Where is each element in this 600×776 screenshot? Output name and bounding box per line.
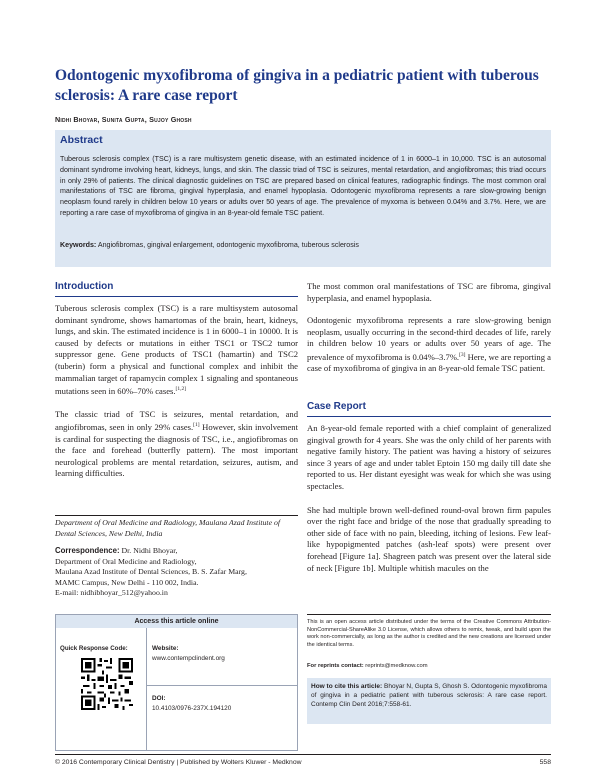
right-p2-text-a: Odontogenic myxofibroma represents a rare slow-growing benign neoplasm, usually occurring in the second-third decades of life, rarely in children below 10 years or adults over 50 years of age. The prevalence of myxofibroma is 0.04%–3.7%. — [307, 315, 551, 362]
introduction-rule — [55, 296, 298, 297]
citation-text: Bhoyar N, Gupta S, Ghosh S. Odontogenic myxofibroma of gingiva in a pediatric patient with tuberous sclerosis: A rare case report. Contemp Clin Dent 2016;7:558-61. — [311, 683, 547, 709]
introduction-paragraph — [55, 409, 298, 480]
intro-p2-ref: [1] — [193, 422, 200, 429]
intro-p2-text-a: The classic triad of TSC is seizures, mental retardation, and angiofibromas, seen in only 29% cases. — [55, 408, 298, 433]
qr-code-icon[interactable] — [81, 658, 133, 710]
access-box — [55, 614, 298, 751]
doi-value[interactable]: 10.4103/0976-237X.194120 — [152, 705, 232, 712]
case-paragraph: She had multiple brown well-defined round-oval brown firm papules over the right face and bridge of the nose that gradually spreading to other side of face with no pain, bleeding, itching of lesions. Few leaf-like hypopigmented patches (ash-leaf spots) were present over forehead [Figure 1a]. Shagreen patch was present over the lateral side of neck [Figure 1b]. Multiple whitish macules on the — [307, 504, 551, 573]
right-column-top — [307, 281, 551, 375]
website-link[interactable]: www.contempclindent.org — [152, 655, 225, 662]
right-paragraph — [307, 315, 551, 375]
correspondence-line: MAMC Campus, New Delhi - 110 002, India. — [55, 577, 199, 587]
correspondence-name: Dr. Nidhi Bhoyar, — [119, 546, 178, 555]
keywords-label: Keywords: — [60, 241, 97, 249]
correspondence-email[interactable]: E-mail: nidhibhoyar_512@yahoo.in — [55, 588, 168, 598]
citation — [311, 682, 547, 710]
introduction-heading: Introduction — [55, 281, 114, 292]
keywords-text: Angiofibromas, gingival enlargement, odontogenic myxofibroma, tuberous sclerosis — [97, 241, 359, 249]
license-text: This is an open access article distributed under the terms of the Creative Commons Attribution-NonCommercial-ShareAlike 3.0 License, which allows others to remix, tweak, and build upon the work non-commercially, as long as the author is credited and the new creations are licensed under the identical terms. — [307, 619, 551, 648]
abstract-heading: Abstract — [60, 134, 103, 146]
correspondence-line: Department of Oral Medicine and Radiology, — [55, 556, 197, 566]
abstract-text: Tuberous sclerosis complex (TSC) is a rare multisystem genetic disease, with an estimated incidence of 1 in 6000–1 in 10,000. TSC is an autosomal dominant syndrome involving heart, kidneys, lungs, and skin. The classic triad of TSC is seizures, mental retardation, and angiofibromas; this triad occurs in only 29% of patients. The clinical diagnostic guidelines on TSC are prepared based on clinical features, radiographic findings. The most common oral manifestations of TSC are fibroma, gingival hyperplasia, and enamel hypoplasia. Odontogenic myxofibroma represents a rare slow-growing benign neoplasm found rarely in children below 10 years or adults over 50 years of age. The prevalence of myxoma is between 0.04% and 3.7%. Here, we are reporting a rare case of myxofibroma of gingiva in an 8-year-old female TSC patient. — [60, 155, 546, 217]
correspondence — [55, 546, 298, 599]
intro-p1-text: Tuberous sclerosis complex (TSC) is a rare multisystem autosomal dominant syndrome, shows hamartomas of the brain, heart, kidneys, lungs, and skin. The estimated incidence is 1 in 6000–1 in 10000. It is caused by defects or mutations in either TSC1 or TSC2 tumor suppressor gene. Gene products of TSC1 (hamartin) and TSC2 (tuberin) form a physical and functional complex and inhibit the mammalian target of rapamycin complex 1 signaling and spontaneous mutations seen in 60%–70% cases. — [55, 303, 298, 397]
reprints-email[interactable]: reprints@medknow.com — [363, 663, 428, 669]
affiliation: Department of Oral Medicine and Radiology, Maulana Azad Institute of Dental Sciences, New Delhi, India — [55, 518, 281, 538]
qr-cell — [56, 628, 147, 750]
qr-label: Quick Response Code: — [60, 645, 128, 652]
citation-box — [307, 678, 551, 724]
correspondence-line: Maulana Azad Institute of Dental Sciences, B. S. Zafar Marg, — [55, 567, 247, 577]
right-paragraph: The most common oral manifestations of TSC are fibroma, gingival hyperplasia, and enamel hypoplasia. — [307, 281, 551, 303]
case-report-body — [307, 423, 551, 574]
case-report-heading: Case Report — [307, 401, 366, 412]
citation-label: How to cite this article: — [311, 683, 383, 690]
website-label: Website: — [152, 645, 179, 652]
correspondence-label: Correspondence: — [55, 546, 120, 555]
abstract-box — [55, 130, 551, 267]
intro-p2-text-b: However, skin involvement is cardinal for suspecting the diagnosis of TSC, i.e., angiofibromas on the face and forehead (butterfly pattern). The most important neurological problems are mental retardation, seizures, autism, and learning difficulties. — [55, 422, 298, 479]
introduction-body — [55, 303, 298, 480]
right-p2-text-b: Here, we are reporting a case of myxofibroma of gingiva in an 8-year-old female TSC patient. — [307, 351, 551, 374]
keywords — [60, 240, 546, 250]
intro-p1-ref: [1,2] — [175, 386, 187, 393]
access-heading: Access this article online — [56, 615, 297, 628]
introduction-paragraph — [55, 303, 298, 398]
reprints — [307, 663, 551, 669]
license-rule — [307, 614, 551, 615]
case-paragraph: An 8-year-old female reported with a chief complaint of generalized gingival growth for 4 years. She was the only child of her parents with negative family history. The patient was having a history of seizures since 3 years of age and under tablet Eptoin 150 mg daily till date she reported to us. Her distant eyesight was weak for which she was using spectacles. — [307, 423, 551, 491]
author-list: Nidhi Bhoyar, Sunita Gupta, Sujoy Ghosh — [55, 115, 192, 124]
right-p2-ref: [3] — [459, 351, 466, 358]
footer-copyright: © 2016 Contemporary Clinical Dentistry | Published by Wolters Kluwer - Medknow — [55, 759, 302, 766]
case-report-rule — [307, 416, 551, 417]
page-number: 558 — [539, 759, 551, 766]
reprints-label: For reprints contact: — [307, 663, 364, 669]
affiliation-rule — [55, 515, 298, 516]
article-title: Odontogenic myxofibroma of gingiva in a pediatric patient with tuberous sclerosis: A rare case report — [55, 67, 539, 104]
footer-rule — [55, 754, 551, 755]
correspondence-header — [55, 546, 298, 557]
doi-label: DOI: — [152, 695, 166, 702]
doi-divider — [147, 685, 298, 686]
